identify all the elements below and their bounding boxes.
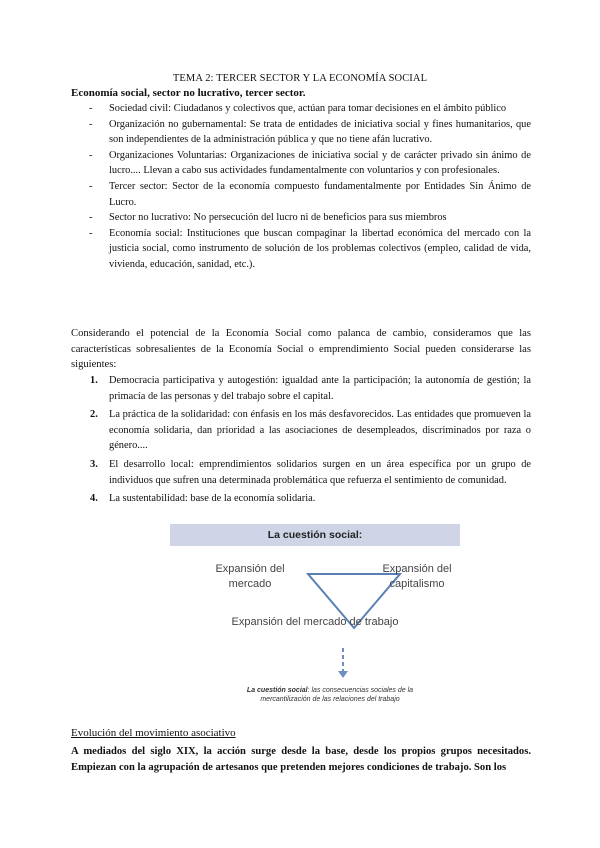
document-title: TEMA 2: TERCER SECTOR Y LA ECONOMÍA SOCIAL [172, 73, 428, 84]
characteristic-item: 3. El desarrollo local: emprendimientos solidarios surgen en un área específica por un grupo de individuos que sufren una determinada problemática que refuerza el sentimiento de comunidad. [90, 458, 531, 486]
diagram-header: La cuestión social: [170, 524, 460, 546]
definition-item: - Organización no gubernamental: Se trata de entidades de iniciativa social y fines humanitarios, que son independientes de la administración pública y que no tiene afán lucrativo. [89, 118, 531, 146]
diagram-caption: La cuestión social: las consecuencias sociales de la mercantilización de las relaciones del trabajo [246, 687, 414, 703]
evolution-paragraph: A mediados del siglo XIX, la acción surge desde la base, desde los propios grupos necesitados. Empiezan con la agrupación de artesanos que pretenden mejores condiciones de trabajo. Son los [71, 746, 531, 773]
characteristic-item: 4. La sustentabilidad: base de la economía solidaria. [90, 493, 316, 505]
social-question-diagram [170, 524, 460, 714]
diagram-left-label: Expansión del mercado [215, 563, 285, 590]
characteristic-item: 2. La práctica de la solidaridad: con énfasis en los más desfavorecidos. Las entidades que promueven la economía solidaria, dan prioridad a las asociaciones de desempleados, discriminados por raza o género.... [90, 409, 531, 452]
intro-paragraph: Considerando el potencial de la Economía Social como palanca de cambio, consideramos que las características sobresalientes de la Economía Social o emprendimiento Social pueden considerarse las siguientes: [71, 328, 531, 371]
definition-item: - Economía social: Instituciones que buscan compaginar la libertad económica del mercado con la justicia social, como instrumento de solución de los problemas colectivos (empleo, calidad de vida, vivienda, educación, sanidad, etc.). [89, 227, 531, 270]
definition-item: - Sector no lucrativo: No persecución del lucro ni de beneficios para sus miembros [89, 212, 447, 224]
definition-item: - Organizaciones Voluntarias: Organizaciones de iniciativa social y de carácter privado sin ánimo de lucro.... Llevan a cabo sus actividades fundamentalmente con voluntarios y con profesionales. [89, 149, 531, 177]
characteristic-item: 1. Democracia participativa y autogestión: igualdad ante la participación; la autonomía de gestión; la primacía de las personas y del trabajo sobre el capital. [90, 375, 531, 402]
definition-item: - Tercer sector: Sector de la economía compuesto fundamentalmente por Entidades Sin Ánimo de Lucro. [89, 180, 531, 208]
arrow-head [338, 671, 348, 678]
definitions-list [71, 101, 531, 273]
diagram-right-label: Expansión del capitalismo [382, 563, 452, 590]
characteristics-list [71, 373, 531, 510]
diagram-bottom-label: Expansión del mercado de trabajo [231, 616, 399, 628]
section-heading-evolucion: Evolución del movimiento asociativo [71, 727, 236, 739]
section-heading-economia-social: Economía social, sector no lucrativo, tercer sector. [71, 87, 306, 99]
definition-item: - Sociedad civil: Ciudadanos y colectivos que, actúan para tomar decisiones en el ámbito público [89, 103, 507, 114]
